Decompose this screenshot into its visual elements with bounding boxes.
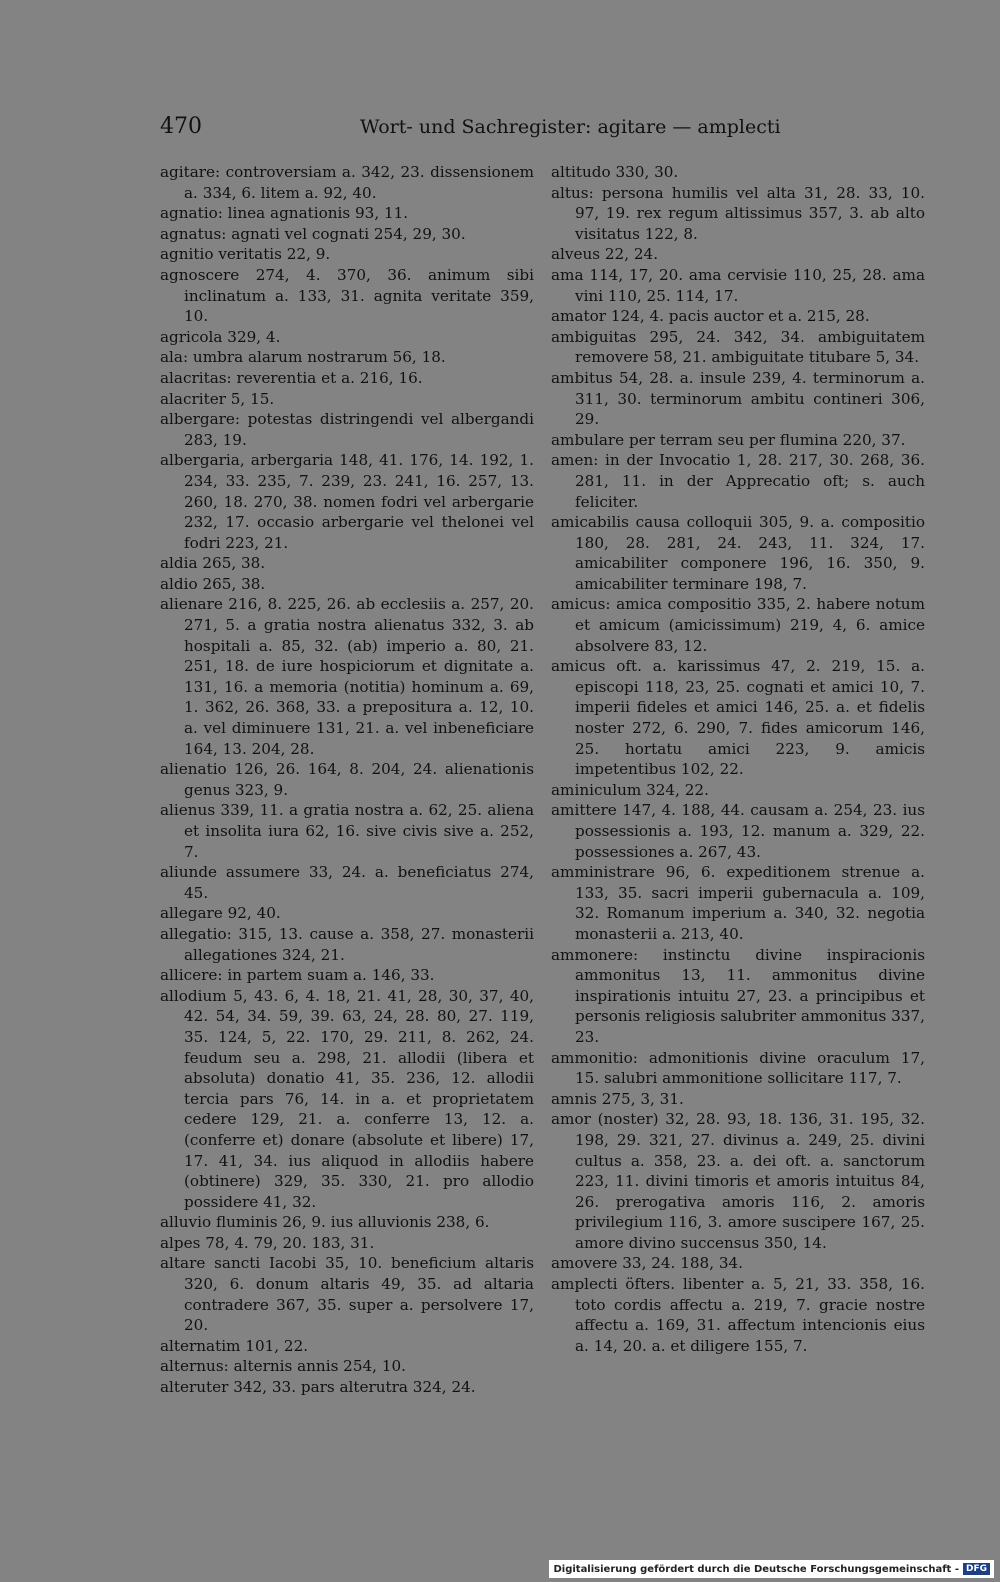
footer-credit-text: Digitalisierung gefördert durch die Deutsche Forschungsgemeinschaft -	[553, 1563, 959, 1575]
index-entry: ambulare per terram seu per flumina 220, 37.	[551, 430, 906, 449]
index-entry: aliunde assumere 33, 24. a. beneficiatus 274, 45.	[160, 863, 534, 902]
index-entry: ala: umbra alarum nostrarum 56, 18.	[160, 348, 446, 367]
index-entry: amor (noster) 32, 28. 93, 18. 136, 31. 195, 32. 198, 29. 321, 27. divinus a. 249, 25. divini cultus a. 358, 23. a. dei oft. a. sanctorum 223, 11. divini timoris et amoris intuitus 84, 26. prerogativa amoris 116, 2. amoris privilegium 116, 3. amore suscipere 167, 25. amore divino succensus 350, 14.	[551, 1110, 925, 1252]
index-entry: agitare: controversiam a. 342, 23. dissensionem a. 334, 6. litem a. 92, 40.	[160, 163, 534, 202]
index-entry: ammonitio: admonitionis divine oraculum 17, 15. salubri ammonitione sollicitare 117, 7.	[551, 1048, 925, 1088]
index-entry: albergaria, arbergaria 148, 41. 176, 14. 192, 1. 234, 33. 235, 7. 239, 23. 241, 16. 257, 13. 260, 18. 270, 38. nomen fodri vel arbergarie 232, 17. occasio arbergarie vel thelonei vel fodri 223, 21.	[160, 451, 534, 552]
footer-credit	[549, 1560, 994, 1578]
index-entry: alpes 78, 4. 79, 20. 183, 31.	[160, 1233, 375, 1252]
index-entry: aldia 265, 38.	[160, 554, 266, 573]
index-entry: alienus 339, 11. a gratia nostra a. 62, 25. aliena et insolita iura 62, 16. sive civis sive a. 252, 7.	[160, 801, 534, 861]
index-entry: agnatio: linea agnationis 93, 11.	[160, 204, 409, 223]
index-entry: allodium 5, 43. 6, 4. 18, 21. 41, 28, 30, 37, 40, 42. 54, 34. 59, 39. 63, 24, 28. 80, 27. 119, 35. 124, 5, 22. 170, 29. 211, 8. 262, 24. feudum seu a. 298, 21. allodii (libera et absoluta) donatio 41, 35. 236, 12. allodii tercia pars 76, 14. in a. et proprietatem cedere 129, 21. a. conferre 13, 12. a. (conferre et) donare (absolute et libere) 17, 17. 41, 34. ius aliquod in allodiis habere (obtinere) 329, 35. 330, 21. pro allodio possidere 41, 32.	[160, 986, 534, 1211]
index-entry: allegatio: 315, 13. cause a. 358, 27. monasterii allegationes 324, 21.	[160, 924, 534, 964]
index-entry: alienare 216, 8. 225, 26. ab ecclesiis a. 257, 20. 271, 5. a gratia nostra alienatus 332, 3. ab hospitali a. 85, 32. (ab) imperio a. 80, 21. 251, 18. de iure hospiciorum et dignitate a. 131, 16. a memoria (notitia) hominum a. 69, 1. 362, 26. 368, 33. a prepositura a. 12, 10. a. vel diminuere 131, 21. a. vel inbeneficiare 164, 13. 204, 28.	[160, 595, 534, 758]
index-entry: altus: persona humilis vel alta 31, 28. 33, 10. 97, 19. rex regum altissimus 357, 3. ab alto visitatus 122, 8.	[551, 183, 925, 243]
index-entry: alacriter 5, 15.	[160, 389, 275, 408]
index-column-right	[551, 162, 925, 1356]
dfg-logo-icon: DFG	[963, 1563, 990, 1575]
index-entry: agricola 329, 4.	[160, 327, 281, 346]
index-entry: ama 114, 17, 20. ama cervisie 110, 25, 28. ama vini 110, 25. 114, 17.	[551, 265, 925, 305]
index-entry: aminiculum 324, 22.	[551, 780, 709, 799]
index-entry: altitudo 330, 30.	[551, 163, 679, 181]
index-entry: allegare 92, 40.	[160, 904, 281, 923]
index-entry: amnis 275, 3, 31.	[551, 1089, 684, 1108]
index-entry: amicus: amica compositio 335, 2. habere notum et amicum (amicissimum) 219, 4, 6. amice absolvere 83, 12.	[551, 595, 925, 655]
index-entry: amen: in der Invocatio 1, 28. 217, 30. 268, 36. 281, 11. in der Apprecatio oft; s. auch feliciter.	[551, 451, 925, 511]
page-number: 470	[160, 114, 202, 139]
index-entry: alienatio 126, 26. 164, 8. 204, 24. alienationis genus 323, 9.	[160, 760, 534, 799]
index-entry: amittere 147, 4. 188, 44. causam a. 254, 23. ius possessionis a. 193, 12. manum a. 329, 22. possessiones a. 267, 43.	[551, 801, 925, 861]
index-entry: ambiguitas 295, 24. 342, 34. ambiguitatem removere 58, 21. ambiguitate titubare 5, 34.	[551, 327, 925, 367]
index-entry: ammonere: instinctu divine inspiracionis ammonitus 13, 11. ammonitus divine inspirationis intuitu 27, 23. a principibus et personis religiosis salubriter ammonitus 337, 23.	[551, 945, 925, 1046]
index-entry: agnoscere 274, 4. 370, 36. animum sibi inclinatum a. 133, 31. agnita veritate 359, 10.	[160, 265, 534, 326]
index-entry: alternus: alternis annis 254, 10.	[160, 1357, 406, 1376]
index-entry: amicabilis causa colloquii 305, 9. a. compositio 180, 28. 281, 24. 243, 11. 324, 17. amicabiliter componere 196, 16. 350, 9. amicabiliter terminare 198, 7.	[551, 513, 925, 593]
index-entry: ambitus 54, 28. a. insule 239, 4. terminorum a. 311, 30. terminorum ambitu contineri 306, 29.	[551, 368, 925, 429]
index-entry: allicere: in partem suam a. 146, 33.	[160, 966, 435, 985]
index-entry: altare sancti Iacobi 35, 10. beneficium altaris 320, 6. donum altaris 49, 35. ad altaria contradere 367, 35. super a. persolvere 17, 20.	[160, 1254, 534, 1335]
index-entry: alluvio fluminis 26, 9. ius alluvionis 238, 6.	[160, 1213, 490, 1232]
index-entry: amicus oft. a. karissimus 47, 2. 219, 15. a. episcopi 118, 23, 25. cognati et amici 10, 7. imperii fideles et amici 146, 25. a. et fidelis noster 272, 6. 290, 7. fides amicorum 146, 25. hortatu amici 223, 9. amicis impetentibus 102, 22.	[551, 657, 925, 779]
index-entry: albergare: potestas distringendi vel albergandi 283, 19.	[160, 410, 534, 449]
index-entry: amministrare 96, 6. expeditionem strenue a. 133, 35. sacri imperii gubernacula a. 109, 32. Romanum imperium a. 340, 32. negotia monasterii a. 213, 40.	[551, 863, 925, 943]
index-entry: alteruter 342, 33. pars alterutra 324, 24.	[160, 1378, 476, 1397]
index-entry: agnatus: agnati vel cognati 254, 29, 30.	[160, 224, 466, 243]
index-entry: aldio 265, 38.	[160, 574, 266, 593]
index-entry: amplecti öfters. libenter a. 5, 21, 33. 358, 16. toto cordis affectu a. 219, 7. gracie nostre affectu a. 169, 31. affectum intencionis eius a. 14, 20. a. et diligere 155, 7.	[551, 1275, 925, 1355]
index-entry: amovere 33, 24. 188, 34.	[551, 1254, 744, 1273]
index-entry: alveus 22, 24.	[551, 245, 659, 264]
index-column-left	[160, 162, 534, 1398]
running-head: Wort- und Sachregister: agitare — amplecti	[360, 116, 781, 138]
index-entry: alternatim 101, 22.	[160, 1336, 309, 1355]
index-entry: agnitio veritatis 22, 9.	[160, 245, 331, 264]
index-entry: alacritas: reverentia et a. 216, 16.	[160, 368, 423, 387]
index-entry: amator 124, 4. pacis auctor et a. 215, 28.	[551, 307, 870, 326]
